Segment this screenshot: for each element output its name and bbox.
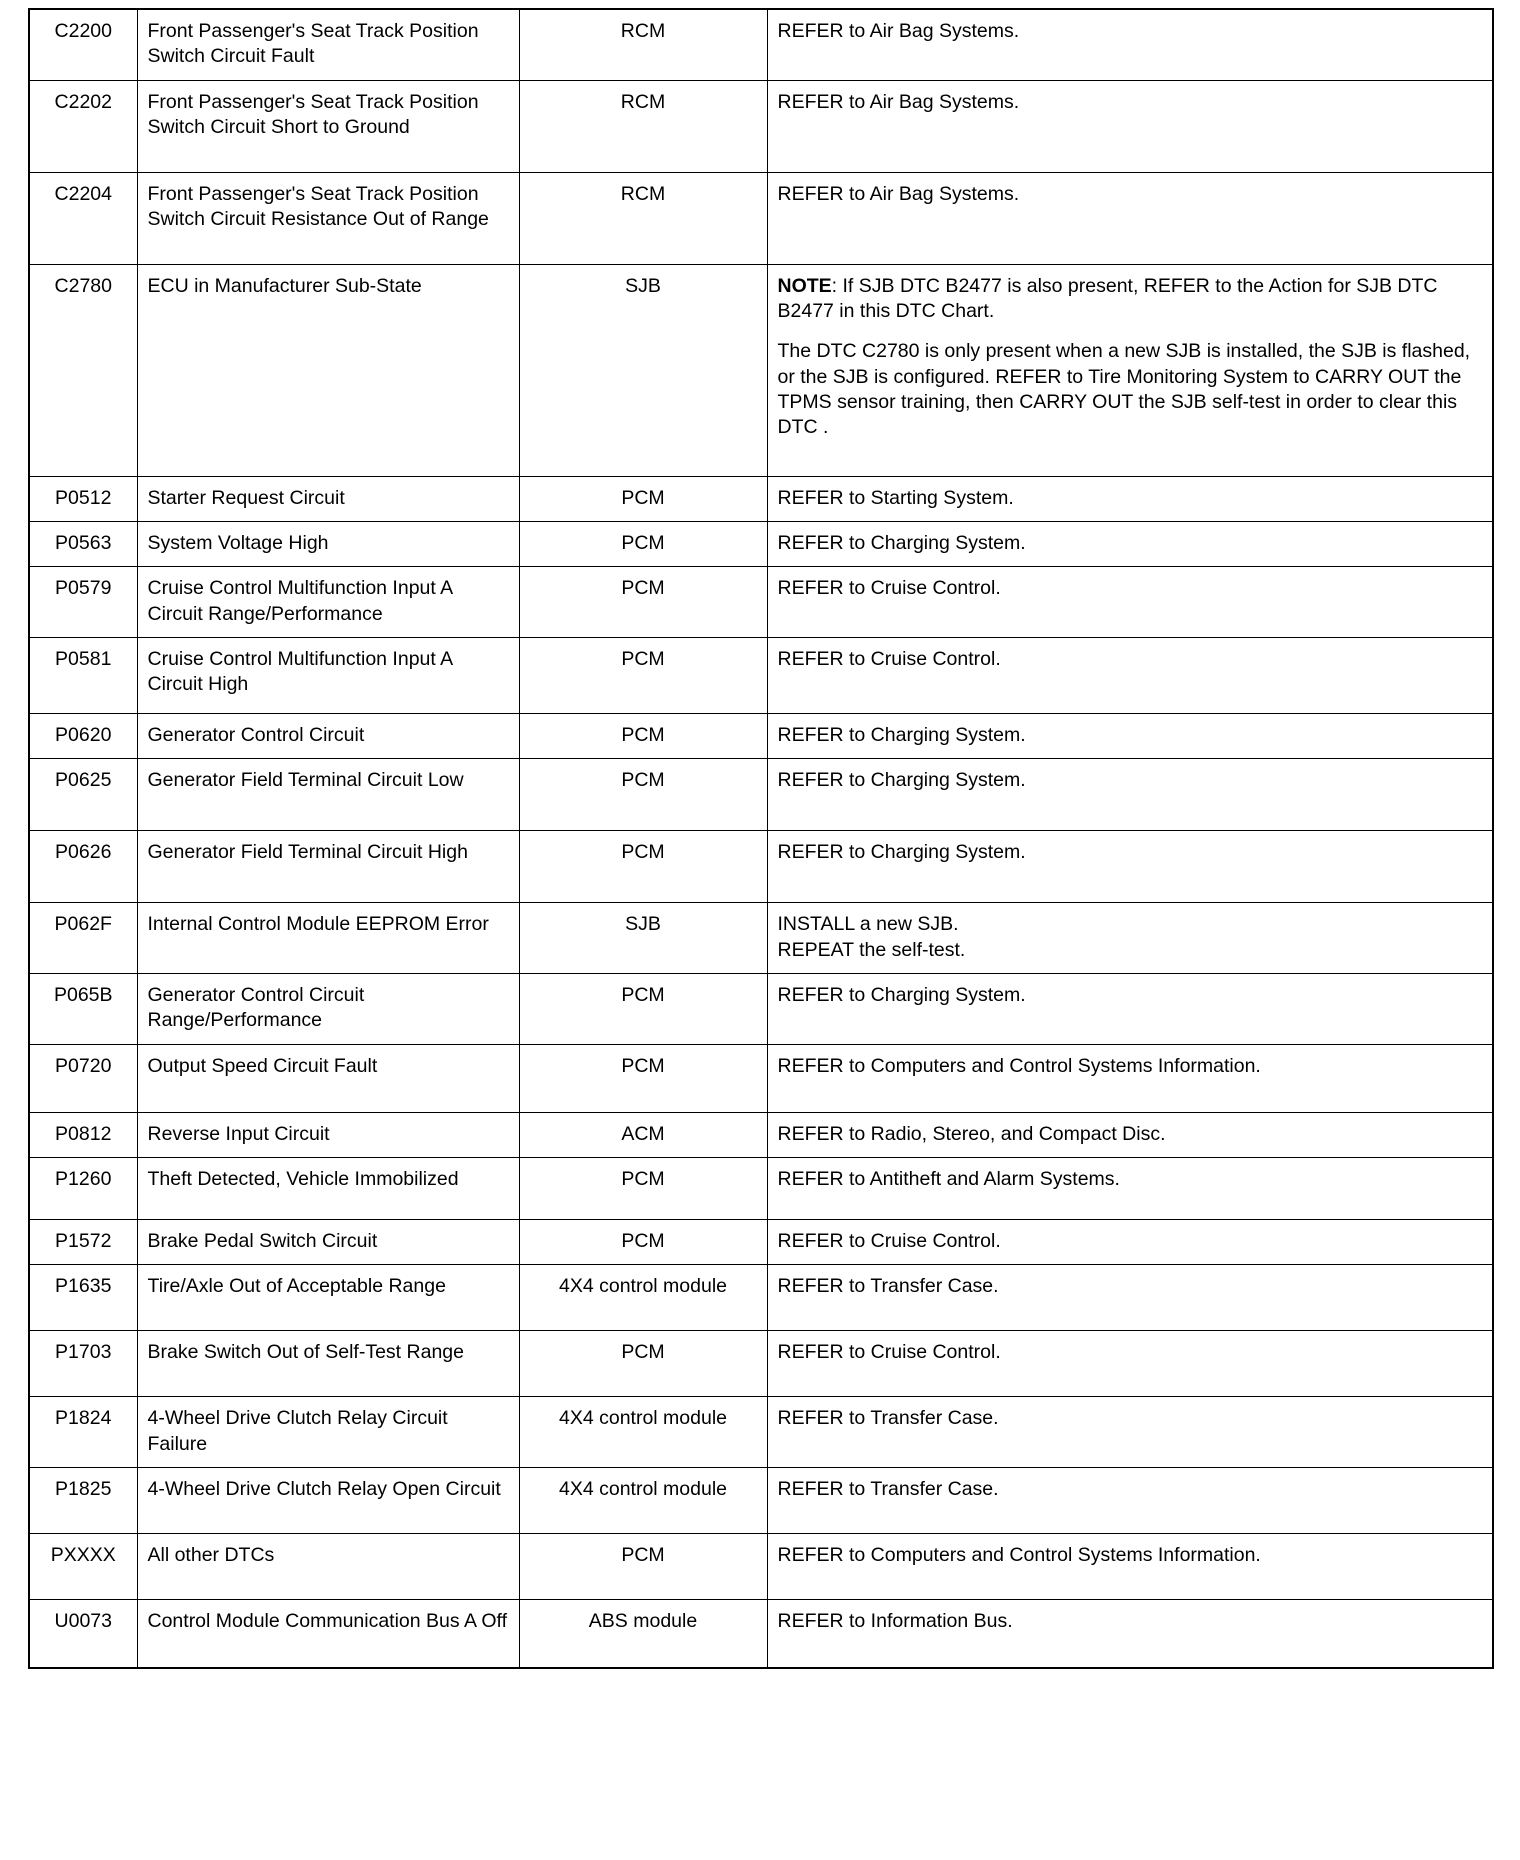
dtc-description: ECU in Manufacturer Sub-State <box>137 264 519 476</box>
dtc-description: Cruise Control Multifunction Input A Circuit Range/Performance <box>137 567 519 638</box>
dtc-description: System Voltage High <box>137 522 519 567</box>
dtc-description: Front Passenger's Seat Track Position Switch Circuit Short to Ground <box>137 80 519 172</box>
dtc-action: REFER to Cruise Control. <box>767 638 1493 714</box>
dtc-action: REFER to Transfer Case. <box>767 1397 1493 1468</box>
dtc-description: 4-Wheel Drive Clutch Relay Open Circuit <box>137 1468 519 1534</box>
dtc-description: Cruise Control Multifunction Input A Circuit High <box>137 638 519 714</box>
dtc-action: REFER to Cruise Control. <box>767 1331 1493 1397</box>
table-row <box>29 264 1493 476</box>
table-row <box>29 903 1493 974</box>
dtc-action: REFER to Charging System. <box>767 714 1493 759</box>
dtc-description: Starter Request Circuit <box>137 476 519 521</box>
dtc-action-line-1: INSTALL a new SJB. <box>777 913 959 936</box>
dtc-action: REFER to Charging System. <box>767 522 1493 567</box>
note-text: : If SJB DTC B2477 is also present, REFER to the Action for SJB DTC B2477 in this DTC Chart. <box>777 274 1438 323</box>
dtc-module: PCM <box>519 831 767 903</box>
dtc-code: P0812 <box>29 1112 137 1157</box>
table-row <box>29 172 1493 264</box>
dtc-module: PCM <box>519 476 767 521</box>
dtc-action: REFER to Information Bus. <box>767 1600 1493 1668</box>
dtc-description: Output Speed Circuit Fault <box>137 1044 519 1112</box>
dtc-module: SJB <box>519 903 767 974</box>
table-row <box>29 974 1493 1045</box>
dtc-code: P0581 <box>29 638 137 714</box>
dtc-action: REFER to Computers and Control Systems Information. <box>767 1044 1493 1112</box>
table-row <box>29 80 1493 172</box>
dtc-code: P0512 <box>29 476 137 521</box>
dtc-description: Reverse Input Circuit <box>137 1112 519 1157</box>
dtc-code: P1824 <box>29 1397 137 1468</box>
dtc-action: REFER to Transfer Case. <box>767 1468 1493 1534</box>
dtc-action-paragraph: The DTC C2780 is only present when a new SJB is installed, the SJB is flashed, or the SJB is configured. REFER to Tire Monitoring System to CARRY OUT the TPMS sensor training, then CARRY OUT the SJB self-test in order to clear this DTC . <box>777 340 1471 439</box>
dtc-module: RCM <box>519 9 767 80</box>
dtc-code: P1825 <box>29 1468 137 1534</box>
dtc-action: REFER to Cruise Control. <box>767 567 1493 638</box>
dtc-description: All other DTCs <box>137 1534 519 1600</box>
dtc-description: Front Passenger's Seat Track Position Switch Circuit Resistance Out of Range <box>137 172 519 264</box>
table-row <box>29 759 1493 831</box>
dtc-code: P1572 <box>29 1220 137 1265</box>
dtc-module: PCM <box>519 1534 767 1600</box>
dtc-code: C2780 <box>29 264 137 476</box>
dtc-code: P062F <box>29 903 137 974</box>
table-row <box>29 1468 1493 1534</box>
dtc-code: P0563 <box>29 522 137 567</box>
table-row <box>29 1397 1493 1468</box>
dtc-table-body <box>29 9 1493 1668</box>
dtc-code: P0625 <box>29 759 137 831</box>
table-row <box>29 638 1493 714</box>
dtc-code: PXXXX <box>29 1534 137 1600</box>
table-row <box>29 1331 1493 1397</box>
dtc-description: Control Module Communication Bus A Off <box>137 1600 519 1668</box>
table-row <box>29 831 1493 903</box>
dtc-module: PCM <box>519 638 767 714</box>
table-row <box>29 567 1493 638</box>
dtc-action: REFER to Transfer Case. <box>767 1265 1493 1331</box>
dtc-action <box>767 903 1493 974</box>
table-row <box>29 1534 1493 1600</box>
dtc-action: REFER to Air Bag Systems. <box>767 80 1493 172</box>
dtc-module: PCM <box>519 759 767 831</box>
dtc-code: P1260 <box>29 1158 137 1220</box>
dtc-code: P0626 <box>29 831 137 903</box>
dtc-action: REFER to Computers and Control Systems Information. <box>767 1534 1493 1600</box>
dtc-description: Generator Field Terminal Circuit Low <box>137 759 519 831</box>
dtc-action: REFER to Charging System. <box>767 831 1493 903</box>
dtc-module: PCM <box>519 714 767 759</box>
dtc-code: P1703 <box>29 1331 137 1397</box>
dtc-module: PCM <box>519 567 767 638</box>
dtc-description: Theft Detected, Vehicle Immobilized <box>137 1158 519 1220</box>
table-row <box>29 1044 1493 1112</box>
table-row <box>29 522 1493 567</box>
dtc-table <box>28 8 1494 1669</box>
table-row <box>29 476 1493 521</box>
dtc-module: ABS module <box>519 1600 767 1668</box>
table-row <box>29 1600 1493 1668</box>
table-row <box>29 9 1493 80</box>
dtc-code: C2202 <box>29 80 137 172</box>
table-row <box>29 1265 1493 1331</box>
dtc-code: P065B <box>29 974 137 1045</box>
dtc-action: REFER to Charging System. <box>767 759 1493 831</box>
dtc-action: REFER to Air Bag Systems. <box>767 172 1493 264</box>
dtc-description: Brake Switch Out of Self-Test Range <box>137 1331 519 1397</box>
note-label: NOTE <box>777 274 832 297</box>
dtc-module: SJB <box>519 264 767 476</box>
dtc-module: PCM <box>519 1220 767 1265</box>
dtc-description: Generator Control Circuit Range/Performance <box>137 974 519 1045</box>
table-row <box>29 1220 1493 1265</box>
dtc-code: C2200 <box>29 9 137 80</box>
dtc-module: 4X4 control module <box>519 1468 767 1534</box>
table-row <box>29 714 1493 759</box>
table-row <box>29 1112 1493 1157</box>
dtc-code: P1635 <box>29 1265 137 1331</box>
dtc-module: PCM <box>519 1331 767 1397</box>
dtc-module: ACM <box>519 1112 767 1157</box>
dtc-module: RCM <box>519 172 767 264</box>
dtc-code: P0579 <box>29 567 137 638</box>
dtc-action-note <box>778 274 1483 325</box>
dtc-description: Generator Field Terminal Circuit High <box>137 831 519 903</box>
dtc-module: PCM <box>519 974 767 1045</box>
dtc-code: U0073 <box>29 1600 137 1668</box>
dtc-description: Internal Control Module EEPROM Error <box>137 903 519 974</box>
dtc-code: C2204 <box>29 172 137 264</box>
dtc-description: 4-Wheel Drive Clutch Relay Circuit Failure <box>137 1397 519 1468</box>
dtc-module: 4X4 control module <box>519 1397 767 1468</box>
dtc-module: RCM <box>519 80 767 172</box>
dtc-description: Tire/Axle Out of Acceptable Range <box>137 1265 519 1331</box>
dtc-module: PCM <box>519 1158 767 1220</box>
dtc-description: Brake Pedal Switch Circuit <box>137 1220 519 1265</box>
dtc-action-line-2: REPEAT the self-test. <box>777 938 966 961</box>
dtc-action: REFER to Cruise Control. <box>767 1220 1493 1265</box>
dtc-code: P0720 <box>29 1044 137 1112</box>
dtc-description: Front Passenger's Seat Track Position Switch Circuit Fault <box>137 9 519 80</box>
dtc-action: REFER to Antitheft and Alarm Systems. <box>767 1158 1493 1220</box>
dtc-action: REFER to Air Bag Systems. <box>767 9 1493 80</box>
dtc-action: REFER to Charging System. <box>767 974 1493 1045</box>
table-row <box>29 1158 1493 1220</box>
dtc-action <box>767 264 1493 476</box>
dtc-description: Generator Control Circuit <box>137 714 519 759</box>
dtc-module: PCM <box>519 1044 767 1112</box>
dtc-module: PCM <box>519 522 767 567</box>
dtc-action: REFER to Starting System. <box>767 476 1493 521</box>
dtc-action: REFER to Radio, Stereo, and Compact Disc. <box>767 1112 1493 1157</box>
dtc-code: P0620 <box>29 714 137 759</box>
dtc-module: 4X4 control module <box>519 1265 767 1331</box>
